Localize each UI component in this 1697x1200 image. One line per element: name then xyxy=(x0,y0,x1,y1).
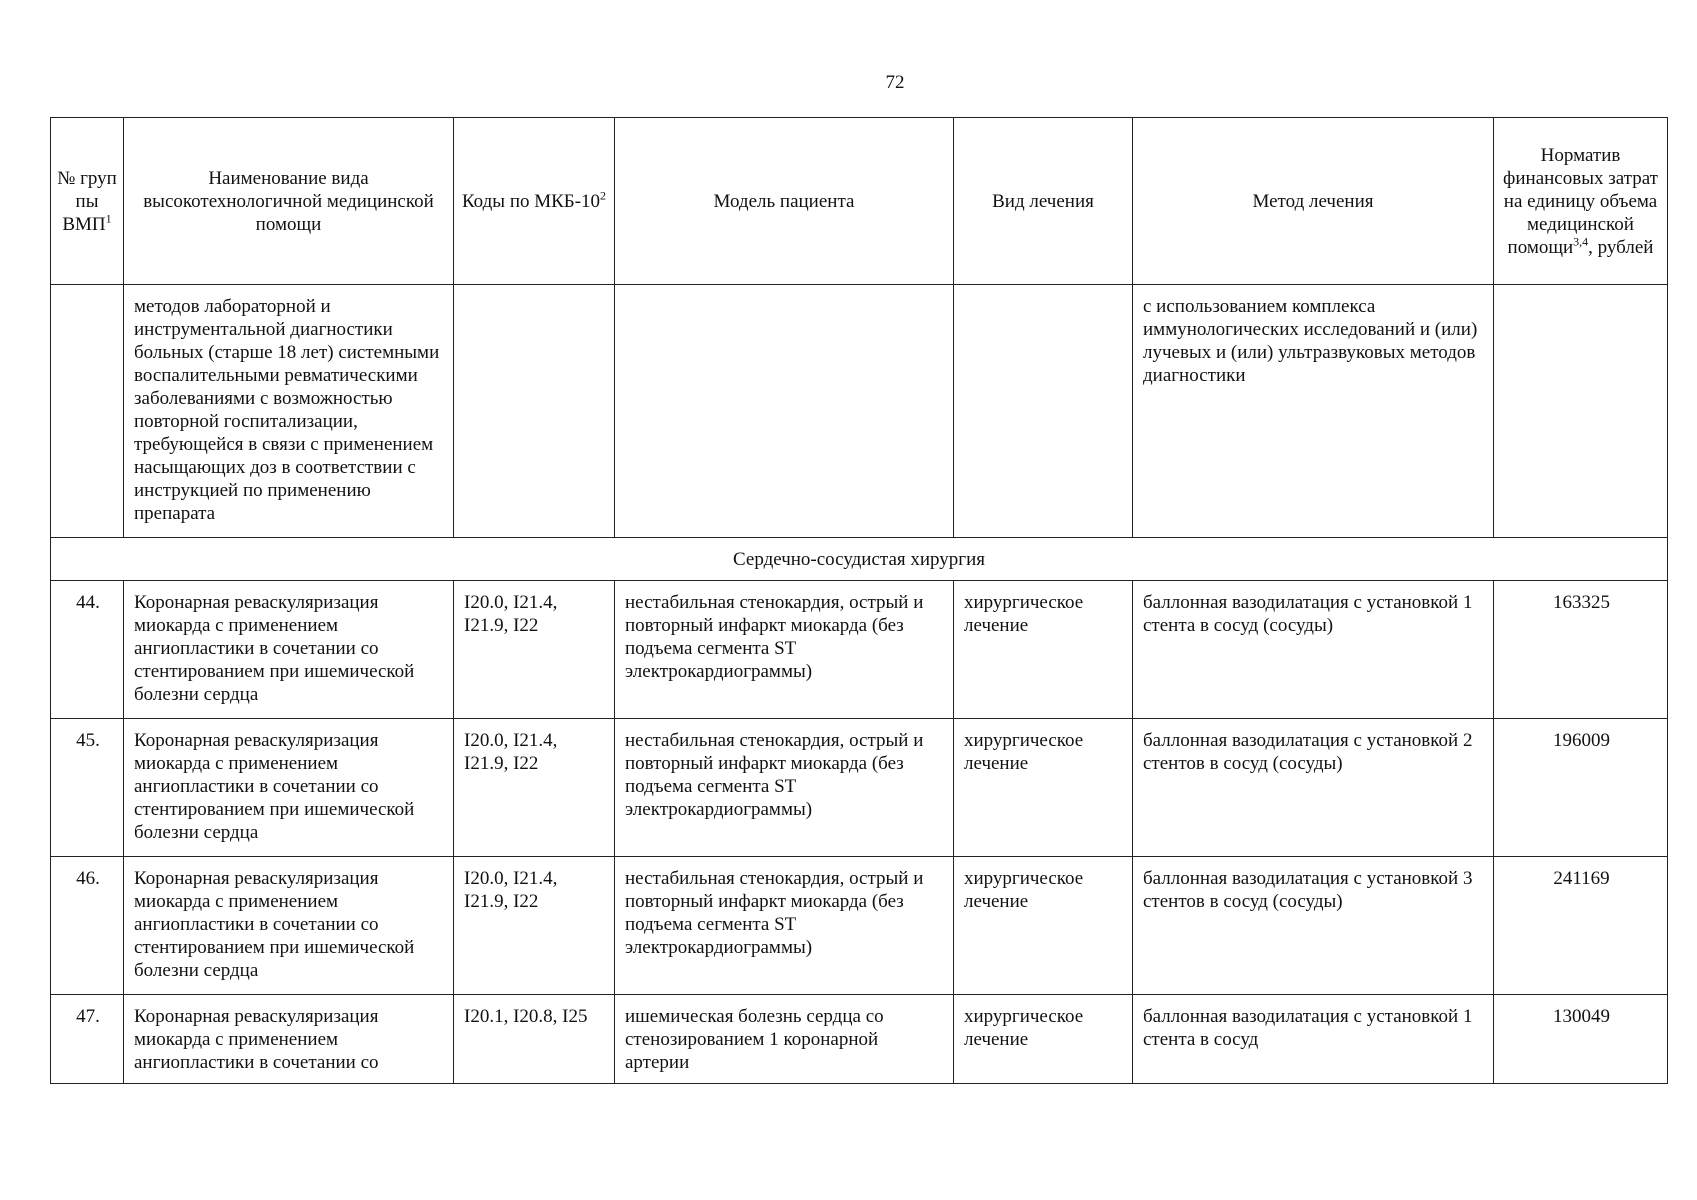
cell-codes: I20.0, I21.4, I21.9, I22 xyxy=(454,581,615,719)
section-title: Сердечно-сосудистая хирургия xyxy=(51,538,1668,581)
vmp-table xyxy=(50,117,1668,1084)
cell-treatment xyxy=(954,285,1133,538)
cell-no: 47. xyxy=(51,995,124,1084)
cell-cost xyxy=(1494,285,1668,538)
cell-treatment: хирургическое лечение xyxy=(954,719,1133,857)
cell-model: нестабильная стенокардия, острый и повторный инфаркт миокарда (без подъема сегмента ST электрокардиограммы) xyxy=(615,581,954,719)
cell-treatment: хирургическое лечение xyxy=(954,995,1133,1084)
cell-no: 46. xyxy=(51,857,124,995)
cell-cost: 163325 xyxy=(1494,581,1668,719)
cell-model xyxy=(615,285,954,538)
table-row xyxy=(51,857,1668,995)
cell-codes: I20.0, I21.4, I21.9, I22 xyxy=(454,719,615,857)
cell-name: методов лабораторной и инструментальной диагностики больных (старше 18 лет) системными воспалительными ревматическими заболеваниями с возможностью повторной госпитализации, требующейся в связи с применением насыщающих доз в соответствии с инструкцией по применению препарата xyxy=(124,285,454,538)
cell-treatment: хирургическое лечение xyxy=(954,581,1133,719)
header-group-no: № груп пы ВМП$^1$ xyxy=(51,118,124,285)
cell-method: баллонная вазодилатация с установкой 1 стента в сосуд xyxy=(1133,995,1494,1084)
cell-model: ишемическая болезнь сердца со стенозированием 1 коронарной артерии xyxy=(615,995,954,1084)
header-name: Наименование вида высокотехнологичной медицинской помощи xyxy=(124,118,454,285)
cell-cost: 196009 xyxy=(1494,719,1668,857)
cell-no: 45. xyxy=(51,719,124,857)
section-row xyxy=(51,538,1668,581)
header-method: Метод лечения xyxy=(1133,118,1494,285)
cell-no: 44. xyxy=(51,581,124,719)
cell-name: Коронарная реваскуляризация миокарда с применением ангиопластики в сочетании со xyxy=(124,995,454,1084)
cell-method: баллонная вазодилатация с установкой 3 стентов в сосуд (сосуды) xyxy=(1133,857,1494,995)
cell-method: с использованием комплекса иммунологических исследований и (или) лучевых и (или) ультразвуковых методов диагностики xyxy=(1133,285,1494,538)
page-number: 72 xyxy=(885,72,905,93)
table-row xyxy=(51,995,1668,1084)
cell-method: баллонная вазодилатация с установкой 1 стента в сосуд (сосуды) xyxy=(1133,581,1494,719)
cell-cost: 130049 xyxy=(1494,995,1668,1084)
header-model: Модель пациента xyxy=(615,118,954,285)
header-cost: Норматив финансовых затрат на единицу объема медицинской помощи$^{3,4}$, рублей xyxy=(1494,118,1668,285)
cell-no xyxy=(51,285,124,538)
cell-codes: I20.1, I20.8, I25 xyxy=(454,995,615,1084)
cell-name: Коронарная реваскуляризация миокарда с применением ангиопластики в сочетании со стентированием при ишемической болезни сердца xyxy=(124,719,454,857)
cell-name: Коронарная реваскуляризация миокарда с применением ангиопластики в сочетании со стентированием при ишемической болезни сердца xyxy=(124,581,454,719)
cell-name: Коронарная реваскуляризация миокарда с применением ангиопластики в сочетании со стентированием при ишемической болезни сердца xyxy=(124,857,454,995)
table-row xyxy=(51,581,1668,719)
cell-method: баллонная вазодилатация с установкой 2 стентов в сосуд (сосуды) xyxy=(1133,719,1494,857)
cell-treatment: хирургическое лечение xyxy=(954,857,1133,995)
table-header xyxy=(51,118,1668,285)
table-row xyxy=(51,719,1668,857)
header-codes: Коды по МКБ-$10^2$ xyxy=(454,118,615,285)
cell-model: нестабильная стенокардия, острый и повторный инфаркт миокарда (без подъема сегмента ST электрокардиограммы) xyxy=(615,719,954,857)
cell-cost: 241169 xyxy=(1494,857,1668,995)
header-treatment: Вид лечения xyxy=(954,118,1133,285)
cell-codes: I20.0, I21.4, I21.9, I22 xyxy=(454,857,615,995)
table-row-continuation xyxy=(51,285,1668,538)
cell-model: нестабильная стенокардия, острый и повторный инфаркт миокарда (без подъема сегмента ST электрокардиограммы) xyxy=(615,857,954,995)
cell-codes xyxy=(454,285,615,538)
